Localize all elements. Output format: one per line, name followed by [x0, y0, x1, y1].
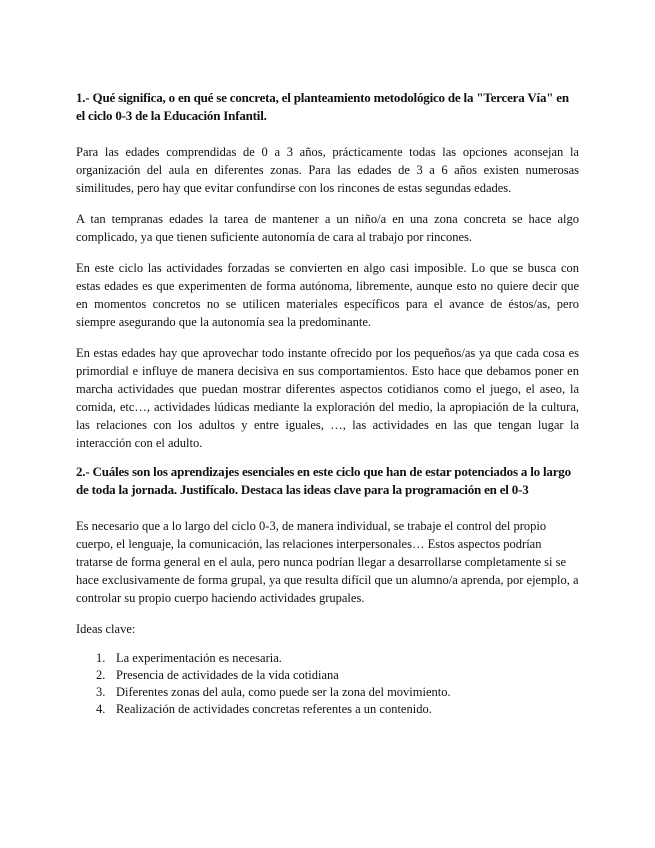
list-item-text: Diferentes zonas del aula, como puede ser la zona del movimiento. [116, 685, 451, 699]
section-1-paragraph-1: Para las edades comprendidas de 0 a 3 años, prácticamente todas las opciones aconsejan la organización del aula en diferentes zonas. Para las edades de 3 a 6 años existen numerosas similitudes, pero hay que evitar confundirse con los rincones de estas segundas edades. [76, 145, 579, 195]
list-item [76, 701, 579, 718]
list-item-number: 4. [96, 702, 106, 716]
list-item [76, 650, 579, 667]
ideas-clave-list [76, 650, 579, 718]
list-item-number: 1. [96, 651, 106, 665]
list-item-text: La experimentación es necesaria. [116, 651, 282, 665]
list-item [76, 684, 579, 701]
section-1-heading: 1.- Qué significa, o en qué se concreta, el planteamiento metodológico de la "Tercera Vía" en el ciclo 0-3 de la Educación Infantil. [76, 90, 569, 123]
list-item [76, 667, 579, 684]
ideas-clave-label: Ideas clave: [76, 622, 136, 636]
list-item-text: Realización de actividades concretas referentes a un contenido. [116, 702, 432, 716]
list-item-number: 2. [96, 668, 106, 682]
document-content [76, 89, 579, 718]
list-item-number: 3. [96, 685, 106, 699]
section-2-paragraph: Es necesario que a lo largo del ciclo 0-3, de manera individual, se trabaje el control del propio cuerpo, el lenguaje, la comunicación, las relaciones interpersonales… Estos aspectos podrían tratarse de forma general en el aula, pero nunca podrían llegar a desarrollarse completamente si se hace exclusivamente de forma grupal, ya que resulta difícil que un alumno/a aprenda, por ejemplo, a controlar su propio cuerpo haciendo actividades grupales. [76, 519, 579, 605]
section-1-paragraph-4: En estas edades hay que aprovechar todo instante ofrecido por los pequeños/as ya que cada cosa es primordial e influye de manera decisiva en sus comportamientos. Esto hace que debamos poner en marcha actividades que puedan mostrar diferentes aspectos cotidianos como el juego, el aseo, la comida, etc…, actividades lúdicas mediante la exploración del medio, la apropiación de la cultura, las relaciones con los adultos y entre iguales, …, las actividades en las que tengan lugar la interacción con el adulto. [76, 346, 579, 450]
list-item-text: Presencia de actividades de la vida cotidiana [116, 668, 339, 682]
section-2-heading: 2.- Cuáles son los aprendizajes esenciales en este ciclo que han de estar potenciados a lo largo de toda la jornada. Justifícalo. Destaca las ideas clave para la programación en el 0-3 [76, 464, 571, 497]
section-1-paragraph-2: A tan tempranas edades la tarea de mantener a un niño/a en una zona concreta se hace algo complicado, ya que tienen suficiente autonomía de cara al trabajo por rincones. [76, 212, 579, 244]
section-1-paragraph-3: En este ciclo las actividades forzadas se convierten en algo casi imposible. Lo que se busca con estas edades es que experimenten de forma autónoma, libremente, aunque esto no quiere decir que en momentos concretos no se utilicen materiales específicos para el avance de éstos/as, pero siempre asegurando que la autonomía sea la predominante. [76, 261, 579, 329]
